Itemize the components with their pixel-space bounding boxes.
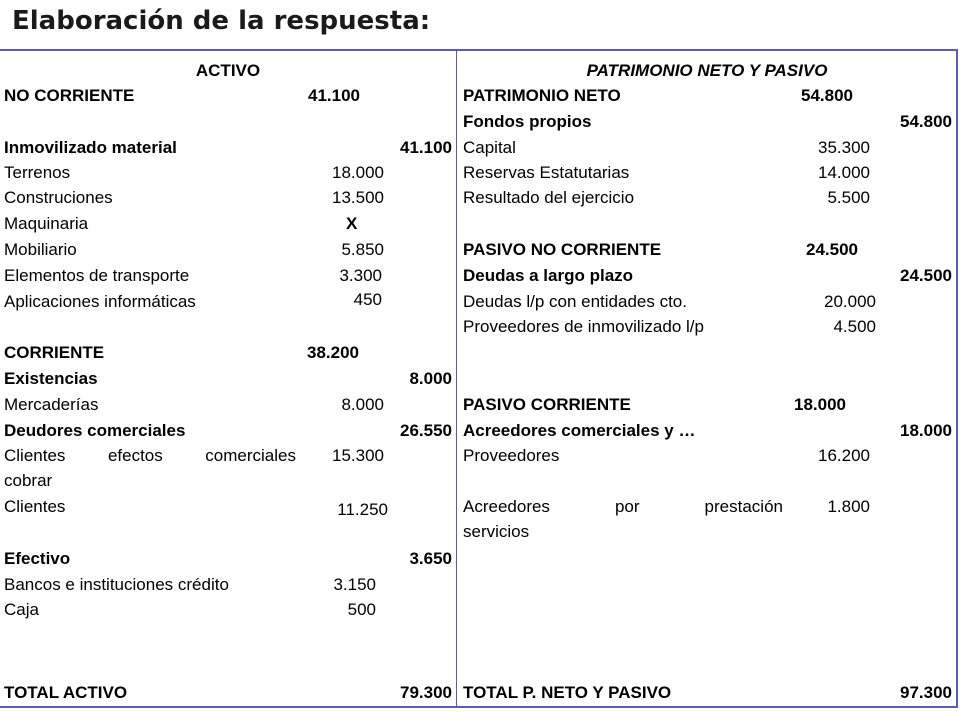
resultado-value: 5.500 <box>827 188 870 207</box>
bancos-value: 3.150 <box>333 575 376 594</box>
terrenos-label: Terrenos <box>4 163 71 182</box>
deudas-lp-label: Deudas a largo plazo <box>463 266 634 285</box>
mobiliario-label: Mobiliario <box>4 240 77 259</box>
deudores-value: 26.550 <box>400 421 452 440</box>
maquinaria-value: X <box>346 214 358 233</box>
patrimonio-neto-label: PATRIMONIO NETO <box>463 86 621 105</box>
reservas-label: Reservas Estatutarias <box>463 163 630 182</box>
acreedores-prestacion-label-line2: servicios <box>463 522 530 541</box>
existencias-label: Existencias <box>4 369 98 388</box>
pasivo-corriente-label: PASIVO CORRIENTE <box>463 395 631 414</box>
no-corriente-label: NO CORRIENTE <box>4 86 135 105</box>
corriente-value: 38.200 <box>307 343 359 362</box>
pasivo-no-corriente-value: 24.500 <box>806 240 858 259</box>
no-corriente-value: 41.100 <box>308 86 360 105</box>
total-activo-label: TOTAL ACTIVO <box>4 683 128 702</box>
construcciones-value: 13.500 <box>332 188 384 207</box>
total-activo-value: 79.300 <box>400 683 452 702</box>
patrimonio-pasivo-header: PATRIMONIO NETO Y PASIVO <box>586 61 828 80</box>
bancos-label: Bancos e instituciones crédito <box>4 575 229 594</box>
total-pasivo-value: 97.300 <box>900 683 952 702</box>
pasivo-corriente-value: 18.000 <box>794 395 846 414</box>
clientes-efectos-label-line2: cobrar <box>4 471 53 490</box>
corriente-label: CORRIENTE <box>4 343 105 362</box>
mercaderias-value: 8.000 <box>341 395 384 414</box>
inmovilizado-value: 41.100 <box>400 138 452 157</box>
transporte-value: 3.300 <box>339 266 382 285</box>
clientes-label: Clientes <box>4 497 66 516</box>
caja-value: 500 <box>347 600 376 619</box>
transporte-label: Elementos de transporte <box>4 266 190 285</box>
patrimonio-neto-value: 54.800 <box>801 86 853 105</box>
caja-label: Caja <box>4 600 39 619</box>
deudas-entidades-label: Deudas l/p con entidades cto. <box>463 292 687 311</box>
mercaderias-label: Mercaderías <box>4 395 99 414</box>
efectivo-value: 3.650 <box>409 549 452 568</box>
proveedores-label: Proveedores <box>463 446 560 465</box>
proveedores-inmovilizado-value: 4.500 <box>833 317 876 336</box>
page-title: Elaboración de la respuesta: <box>12 6 431 36</box>
activo-header: ACTIVO <box>195 61 261 80</box>
capital-value: 35.300 <box>818 138 870 157</box>
capital-label: Capital <box>463 138 516 157</box>
mobiliario-value: 5.850 <box>341 240 384 259</box>
reservas-value: 14.000 <box>818 163 870 182</box>
acreedores-label: Acreedores comerciales y … <box>463 421 696 440</box>
clientes-efectos-value: 15.300 <box>332 446 384 465</box>
clientes-efectos-label-line1: Clientes efectos comerciales <box>4 446 296 465</box>
acreedores-prestacion-value: 1.800 <box>827 497 870 516</box>
resultado-label: Resultado del ejercicio <box>463 188 635 207</box>
deudas-lp-value: 24.500 <box>900 266 952 285</box>
column-divider <box>456 49 457 708</box>
aplicaciones-label: Aplicaciones informáticas <box>4 292 196 311</box>
efectivo-label: Efectivo <box>4 549 71 568</box>
acreedores-value: 18.000 <box>900 421 952 440</box>
existencias-value: 8.000 <box>409 369 452 388</box>
construcciones-label: Construciones <box>4 188 113 207</box>
fondos-propios-value: 54.800 <box>900 112 952 131</box>
deudas-entidades-value: 20.000 <box>824 292 876 311</box>
inmovilizado-label: Inmovilizado material <box>4 138 177 157</box>
fondos-propios-label: Fondos propios <box>463 112 592 131</box>
total-pasivo-label: TOTAL P. NETO Y PASIVO <box>463 683 672 702</box>
acreedores-prestacion-label-line1: Acreedores por prestación <box>463 497 783 516</box>
proveedores-value: 16.200 <box>818 446 870 465</box>
pasivo-no-corriente-label: PASIVO NO CORRIENTE <box>463 240 662 259</box>
deudores-label: Deudores comerciales <box>4 421 186 440</box>
proveedores-inmovilizado-label: Proveedores de inmovilizado l/p <box>463 317 704 336</box>
maquinaria-label: Maquinaria <box>4 214 89 233</box>
aplicaciones-value: 450 <box>353 290 382 309</box>
terrenos-value: 18.000 <box>332 163 384 182</box>
clientes-value: 11.250 <box>337 500 388 519</box>
